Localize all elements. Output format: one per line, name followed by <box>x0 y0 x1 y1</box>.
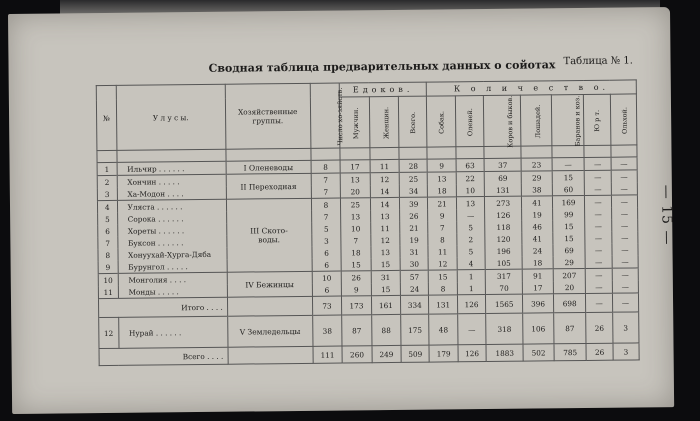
cell-women: 14 <box>370 185 400 198</box>
cell-households: 5 <box>311 223 341 235</box>
book-page <box>8 7 674 414</box>
cell-hives: 3 <box>613 343 640 360</box>
cell-men: 13 <box>340 173 370 186</box>
cell-cattle: 1883 <box>486 344 523 361</box>
cell-hives: — <box>611 219 638 231</box>
economic-group-label: I Оленеводы <box>243 162 294 173</box>
cell-men: 7 <box>341 234 371 246</box>
cell-women: 15 <box>371 258 401 271</box>
cell-households: 8 <box>311 160 341 173</box>
cell-households: 7 <box>311 211 341 223</box>
header-horses: Лошадей. <box>521 95 552 146</box>
cell-deer: 22 <box>456 172 484 185</box>
cell-sheep: 698 <box>553 293 586 312</box>
cell-households: 8 <box>311 198 341 211</box>
cell-dogs: 179 <box>429 345 458 362</box>
cell-households: 38 <box>312 315 342 346</box>
cell-hives: — <box>611 182 638 195</box>
spacer-cell <box>611 145 638 157</box>
cell-cattle: 317 <box>485 269 522 282</box>
cell-men: 173 <box>342 296 372 315</box>
spacer-cell <box>226 148 311 161</box>
cell-dogs: 8 <box>429 282 457 295</box>
cell-sheep: 15 <box>553 232 586 244</box>
header-hives: Ольхой. <box>610 94 637 145</box>
row-number: 11 <box>98 286 118 299</box>
cell-horses: 38 <box>521 183 552 196</box>
cell-yurts: — <box>586 268 612 281</box>
economic-group <box>226 173 311 199</box>
cell-women: 31 <box>371 270 401 283</box>
economic-group: V Земледельцы <box>227 315 312 347</box>
cell-total: 509 <box>401 345 430 362</box>
cell-horses: 23 <box>521 158 552 171</box>
cell-horses: 19 <box>522 208 553 220</box>
cell-horses: 17 <box>523 281 554 294</box>
cell-men: 25 <box>341 198 371 211</box>
cell-yurts: — <box>586 281 612 294</box>
cell-yurts: — <box>585 244 611 256</box>
economic-group <box>226 198 312 272</box>
cell-women: 161 <box>371 295 401 314</box>
cell-dogs: 9 <box>427 159 455 172</box>
cell-sheep: 87 <box>553 312 586 343</box>
cell-deer: — <box>457 314 486 345</box>
ulus-name: Буксон . . . . . . <box>117 236 226 249</box>
row-number: 9 <box>98 261 118 274</box>
cell-total: 28 <box>399 159 427 172</box>
cell-women: 13 <box>370 210 400 222</box>
cell-men: 260 <box>342 346 372 363</box>
spacer-cell <box>456 147 484 159</box>
cell-total: 21 <box>400 222 428 234</box>
economic-group <box>226 160 311 174</box>
cell-cattle: 131 <box>484 184 521 197</box>
cell-yurts: — <box>585 208 611 220</box>
header-total: Всего. <box>398 96 427 147</box>
cell-households: 73 <box>312 296 342 315</box>
economic-group-label: III Ското- <box>250 226 288 236</box>
cell-dogs: 131 <box>429 295 458 314</box>
ulus-name: Бурунгол . . . . . <box>118 260 227 274</box>
cell-horses: 106 <box>523 313 554 344</box>
cell-dogs: 18 <box>428 184 456 197</box>
cell-households: 7 <box>311 173 341 186</box>
cell-total: 25 <box>399 172 427 185</box>
cell-yurts: 26 <box>586 343 612 360</box>
cell-yurts: — <box>584 157 610 170</box>
cell-women: 249 <box>372 345 402 362</box>
table-title: Сводная таблица предварительных данных о сойотах <box>208 58 556 75</box>
summary-table <box>96 79 640 366</box>
cell-deer: 1 <box>457 282 485 295</box>
cell-hives: — <box>611 207 638 219</box>
ulus-name: Монды . . . . . <box>118 285 227 299</box>
row-number: 2 <box>97 175 117 188</box>
header-no: № <box>96 85 116 150</box>
cell-dogs: 13 <box>428 172 456 185</box>
economic-group-label: IV Бежинцы <box>245 279 294 290</box>
cell-hives: — <box>611 170 638 183</box>
cell-deer: 10 <box>456 184 484 197</box>
cell-men: 87 <box>342 315 372 346</box>
header-dogs: Собак. <box>427 96 456 147</box>
header-men: Мужчин. <box>340 97 370 148</box>
economic-group-label: II Переходная <box>240 181 297 192</box>
cell-hives: — <box>611 195 638 208</box>
row-number: 10 <box>98 273 118 286</box>
cell-men: 15 <box>341 258 371 271</box>
cell-dogs: 15 <box>429 270 457 283</box>
cell-sheep: 785 <box>554 343 587 360</box>
cell-horses: 91 <box>522 269 553 282</box>
cell-men: 9 <box>342 283 372 296</box>
cell-horses: 502 <box>523 344 554 361</box>
cell-men: 20 <box>341 185 371 198</box>
cell-cattle: 105 <box>485 257 522 270</box>
cell-yurts: — <box>585 220 611 232</box>
cell-yurts: 26 <box>586 312 612 343</box>
cell-hives: 3 <box>612 312 639 343</box>
cell-women: 13 <box>371 246 401 258</box>
cell-hives: — <box>612 243 639 255</box>
spacer-cell <box>521 146 552 158</box>
vsego-label: Всего . . . . <box>99 347 228 365</box>
cell-men: 17 <box>340 160 370 173</box>
cell-cattle: 70 <box>485 282 522 295</box>
spacer-cell <box>97 150 117 162</box>
row-number: 5 <box>98 213 118 225</box>
ulus-name: Хореты . . . . . . <box>117 224 226 237</box>
cell-hives: — <box>611 231 638 243</box>
cell-sheep: 169 <box>552 195 585 208</box>
cell-men: 13 <box>341 210 371 222</box>
cell-dogs: 21 <box>428 197 456 210</box>
spacer-cell <box>370 147 400 159</box>
cell-cattle: 120 <box>485 233 522 245</box>
cell-sheep: 20 <box>553 281 586 294</box>
cell-dogs: 7 <box>428 221 456 233</box>
cell-total: 34 <box>399 185 427 198</box>
header-deer: Оленей. <box>455 96 484 147</box>
row-number: 4 <box>97 200 117 213</box>
spacer-cell <box>484 146 521 158</box>
page-number: — 15 — <box>658 184 675 246</box>
cell-households: 111 <box>313 346 343 363</box>
cell-deer: 5 <box>457 245 485 257</box>
header-quantity: К о л и ч е с т в о. <box>427 80 637 96</box>
cell-men: 26 <box>341 271 371 284</box>
cell-cattle: 273 <box>485 196 522 209</box>
cell-dogs: 12 <box>428 257 456 270</box>
spacer-cell <box>584 145 610 157</box>
ulus-name: Ха-Модон . . . . <box>117 187 226 201</box>
cell-horses: 41 <box>522 232 553 244</box>
row-number: 7 <box>98 237 118 249</box>
cell-sheep: 69 <box>553 244 586 256</box>
spacer-cell <box>311 148 341 160</box>
cell-yurts: — <box>586 256 612 269</box>
header-eaters: Едоков. <box>339 82 426 97</box>
header-women: Женщин. <box>369 96 399 147</box>
header-ulus: У л у с ы. <box>116 84 226 150</box>
cell-cattle: 318 <box>486 313 523 344</box>
spacer-cell <box>427 147 455 159</box>
cell-women: 11 <box>370 159 400 172</box>
itogo-label: Итого . . . . <box>98 297 227 317</box>
cell-households: 6 <box>312 259 342 272</box>
cell-women: 15 <box>371 283 401 296</box>
cell-horses: 46 <box>522 220 553 232</box>
ulus-name: Сорока . . . . . . <box>117 212 226 225</box>
cell-total: 26 <box>400 210 428 222</box>
cell-hives: — <box>612 293 639 312</box>
cell-hives: — <box>612 255 639 268</box>
cell-deer: 126 <box>457 295 486 314</box>
cell-cattle: 118 <box>485 221 522 233</box>
cell-hives: — <box>612 268 639 281</box>
spacer-cell <box>340 148 370 160</box>
header-yurts: Ю р т. <box>584 94 611 145</box>
cell-cattle: 1565 <box>486 294 523 313</box>
cell-dogs: 11 <box>428 245 456 257</box>
cell-hives: — <box>611 157 638 170</box>
cell-dogs: 8 <box>428 233 456 245</box>
table-body <box>97 145 639 366</box>
cell-horses: 41 <box>522 196 553 209</box>
cell-men: 10 <box>341 222 371 234</box>
cell-sheep: 15 <box>552 220 585 232</box>
cell-sheep: 99 <box>552 208 585 220</box>
row-number: 12 <box>99 317 119 348</box>
cell-yurts: — <box>585 232 611 244</box>
cell-hives: — <box>612 280 639 293</box>
header-households: Число хо-зяйств. <box>310 83 340 148</box>
cell-deer: 2 <box>457 233 485 245</box>
cell-horses: 29 <box>521 171 552 184</box>
spacer-cell <box>552 145 585 157</box>
cell-deer: — <box>456 209 484 221</box>
cell-yurts: — <box>586 293 612 312</box>
cell-yurts: — <box>585 170 611 183</box>
row-number: 8 <box>98 249 118 261</box>
row-number: 3 <box>97 188 117 201</box>
cell-horses: 24 <box>522 244 553 256</box>
economic-group <box>227 271 312 297</box>
empty-group <box>227 296 312 316</box>
cell-households: 10 <box>312 271 342 284</box>
cell-women: 88 <box>371 314 401 345</box>
cell-women: 11 <box>370 222 400 234</box>
cell-sheep: 29 <box>553 256 586 269</box>
row-number: 6 <box>98 225 118 237</box>
ulus-name: Хонуухай-Хурга-Дяба <box>118 248 227 261</box>
cell-sheep: 15 <box>552 170 585 183</box>
ulus-name: Ильчир . . . . . . <box>117 161 226 175</box>
cell-deer: 126 <box>458 345 487 362</box>
cell-yurts: — <box>585 183 611 196</box>
cell-horses: 396 <box>523 294 554 313</box>
cell-total: 19 <box>400 234 428 246</box>
empty-group <box>228 346 313 364</box>
cell-cattle: 196 <box>485 245 522 257</box>
ulus-name: Уляста . . . . . . <box>117 199 226 213</box>
cell-cattle: 37 <box>484 158 521 171</box>
cell-cattle: 69 <box>484 171 521 184</box>
cell-dogs: 9 <box>428 209 456 221</box>
cell-households: 6 <box>312 284 342 297</box>
cell-total: 334 <box>401 295 430 314</box>
cell-women: 12 <box>370 172 400 185</box>
cell-total: 30 <box>400 258 428 271</box>
cell-deer: 63 <box>456 159 484 172</box>
cell-total: 175 <box>401 314 430 345</box>
table-label: Таблица № 1. <box>563 55 634 68</box>
row-number: 1 <box>97 162 117 175</box>
economic-group-label: воды. <box>258 235 281 245</box>
cell-horses: 18 <box>522 256 553 269</box>
cell-women: 14 <box>370 197 400 210</box>
cell-sheep: 60 <box>552 183 585 196</box>
cell-dogs: 48 <box>429 314 458 345</box>
ulus-name: Хончин . . . . . <box>117 174 226 188</box>
cell-total: 39 <box>400 197 428 210</box>
cell-total: 57 <box>400 270 428 283</box>
cell-deer: 1 <box>457 270 485 283</box>
header-group: Хозяйственные группы. <box>225 83 311 149</box>
cell-men: 18 <box>341 246 371 258</box>
cell-women: 12 <box>370 234 400 246</box>
cell-sheep: 207 <box>553 268 586 281</box>
cell-total: 24 <box>400 283 428 296</box>
header-cattle: Коров и быков. <box>483 95 521 146</box>
cell-yurts: — <box>585 195 611 208</box>
cell-deer: 5 <box>456 221 484 233</box>
spacer-cell <box>399 147 427 159</box>
cell-sheep: — <box>552 157 585 170</box>
header-sheep: Баранов и коз. <box>551 94 584 145</box>
ulus-name: Монголия . . . . <box>118 272 227 286</box>
cell-deer: 4 <box>457 257 485 270</box>
ulus-name: Нурай . . . . . . <box>118 316 227 348</box>
cell-households: 6 <box>312 247 342 259</box>
cell-households: 7 <box>311 186 341 199</box>
cell-cattle: 126 <box>485 209 522 221</box>
cell-deer: 13 <box>456 197 484 210</box>
cell-total: 31 <box>400 246 428 258</box>
cell-households: 3 <box>312 235 342 247</box>
